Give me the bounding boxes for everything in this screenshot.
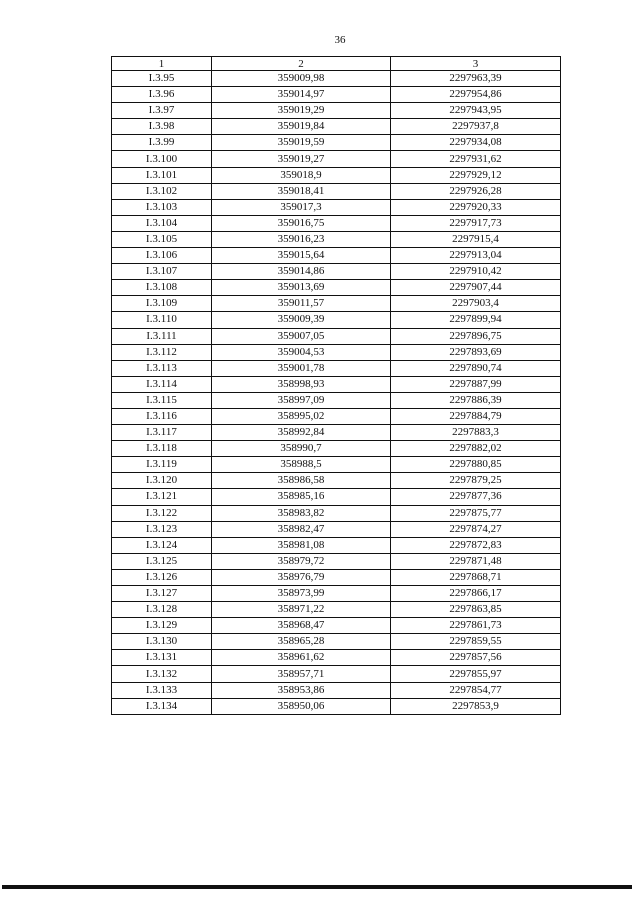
point-id-cell: I.3.122	[112, 505, 212, 521]
table-row	[112, 328, 561, 344]
y-coordinate-cell: 2297934,08	[391, 135, 561, 151]
point-id-cell: I.3.110	[112, 312, 212, 328]
y-coordinate-cell: 2297861,73	[391, 618, 561, 634]
x-coordinate-cell: 358982,47	[212, 521, 391, 537]
x-coordinate-cell: 359019,59	[212, 135, 391, 151]
point-id-cell: I.3.100	[112, 151, 212, 167]
y-coordinate-cell: 2297853,9	[391, 698, 561, 714]
page-number: 36	[334, 34, 346, 46]
point-id-cell: I.3.120	[112, 473, 212, 489]
y-coordinate-cell: 2297896,75	[391, 328, 561, 344]
x-coordinate-cell: 359004,53	[212, 344, 391, 360]
table-row	[112, 183, 561, 199]
table-row	[112, 505, 561, 521]
x-coordinate-cell: 358992,84	[212, 425, 391, 441]
y-coordinate-cell: 2297931,62	[391, 151, 561, 167]
table-row	[112, 553, 561, 569]
point-id-cell: I.3.113	[112, 360, 212, 376]
y-coordinate-cell: 2297874,27	[391, 521, 561, 537]
point-id-cell: I.3.124	[112, 537, 212, 553]
point-id-cell: I.3.99	[112, 135, 212, 151]
x-coordinate-cell: 359013,69	[212, 280, 391, 296]
table-row	[112, 618, 561, 634]
y-coordinate-cell: 2297879,25	[391, 473, 561, 489]
x-coordinate-cell: 359015,64	[212, 248, 391, 264]
table-row	[112, 280, 561, 296]
table-row	[112, 312, 561, 328]
table-row	[112, 296, 561, 312]
point-id-cell: I.3.111	[112, 328, 212, 344]
table-row	[112, 87, 561, 103]
table-row	[112, 376, 561, 392]
x-coordinate-cell: 359019,84	[212, 119, 391, 135]
point-id-cell: I.3.106	[112, 248, 212, 264]
y-coordinate-cell: 2297882,02	[391, 441, 561, 457]
y-coordinate-cell: 2297915,4	[391, 231, 561, 247]
x-coordinate-cell: 359009,98	[212, 71, 391, 87]
x-coordinate-cell: 359018,41	[212, 183, 391, 199]
x-coordinate-cell: 359017,3	[212, 199, 391, 215]
table-row	[112, 569, 561, 585]
x-coordinate-cell: 359014,86	[212, 264, 391, 280]
y-coordinate-cell: 2297920,33	[391, 199, 561, 215]
header-row	[112, 57, 561, 71]
y-coordinate-cell: 2297899,94	[391, 312, 561, 328]
point-id-cell: I.3.104	[112, 215, 212, 231]
x-coordinate-cell: 358985,16	[212, 489, 391, 505]
table-row	[112, 215, 561, 231]
x-coordinate-cell: 358965,28	[212, 634, 391, 650]
y-coordinate-cell: 2297887,99	[391, 376, 561, 392]
point-id-cell: I.3.134	[112, 698, 212, 714]
table-row	[112, 135, 561, 151]
table-row	[112, 650, 561, 666]
x-coordinate-cell: 358990,7	[212, 441, 391, 457]
x-coordinate-cell: 358973,99	[212, 586, 391, 602]
x-coordinate-cell: 358998,93	[212, 376, 391, 392]
point-id-cell: I.3.101	[112, 167, 212, 183]
point-id-cell: I.3.98	[112, 119, 212, 135]
table-row	[112, 441, 561, 457]
point-id-cell: I.3.127	[112, 586, 212, 602]
point-id-cell: I.3.107	[112, 264, 212, 280]
x-coordinate-cell: 359007,05	[212, 328, 391, 344]
x-coordinate-cell: 358950,06	[212, 698, 391, 714]
y-coordinate-cell: 2297886,39	[391, 392, 561, 408]
x-coordinate-cell: 359019,29	[212, 103, 391, 119]
point-id-cell: I.3.129	[112, 618, 212, 634]
y-coordinate-cell: 2297929,12	[391, 167, 561, 183]
y-coordinate-cell: 2297877,36	[391, 489, 561, 505]
x-coordinate-cell: 358983,82	[212, 505, 391, 521]
table-row	[112, 666, 561, 682]
point-id-cell: I.3.117	[112, 425, 212, 441]
x-coordinate-cell: 358957,71	[212, 666, 391, 682]
point-id-cell: I.3.133	[112, 682, 212, 698]
x-coordinate-cell: 358986,58	[212, 473, 391, 489]
point-id-cell: I.3.112	[112, 344, 212, 360]
point-id-cell: I.3.105	[112, 231, 212, 247]
table-header	[112, 57, 561, 71]
table-row	[112, 634, 561, 650]
x-coordinate-cell: 358968,47	[212, 618, 391, 634]
point-id-cell: I.3.118	[112, 441, 212, 457]
y-coordinate-cell: 2297868,71	[391, 569, 561, 585]
y-coordinate-cell: 2297875,77	[391, 505, 561, 521]
table-body	[112, 71, 561, 715]
x-coordinate-cell: 359014,97	[212, 87, 391, 103]
x-coordinate-cell: 358979,72	[212, 553, 391, 569]
table-row	[112, 151, 561, 167]
x-coordinate-cell: 358961,62	[212, 650, 391, 666]
y-coordinate-cell: 2297884,79	[391, 408, 561, 424]
point-id-cell: I.3.123	[112, 521, 212, 537]
y-coordinate-cell: 2297913,04	[391, 248, 561, 264]
table-row	[112, 248, 561, 264]
table-row	[112, 199, 561, 215]
x-coordinate-cell: 359018,9	[212, 167, 391, 183]
point-id-cell: I.3.116	[112, 408, 212, 424]
point-id-cell: I.3.131	[112, 650, 212, 666]
y-coordinate-cell: 2297917,73	[391, 215, 561, 231]
y-coordinate-cell: 2297910,42	[391, 264, 561, 280]
point-id-cell: I.3.103	[112, 199, 212, 215]
point-id-cell: I.3.96	[112, 87, 212, 103]
table-row	[112, 167, 561, 183]
coordinates-table	[111, 56, 561, 715]
point-id-cell: I.3.121	[112, 489, 212, 505]
x-coordinate-cell: 359016,23	[212, 231, 391, 247]
table-row	[112, 119, 561, 135]
table-row	[112, 489, 561, 505]
y-coordinate-cell: 2297880,85	[391, 457, 561, 473]
table-row	[112, 521, 561, 537]
x-coordinate-cell: 359019,27	[212, 151, 391, 167]
point-id-cell: I.3.108	[112, 280, 212, 296]
point-id-cell: I.3.115	[112, 392, 212, 408]
table-row	[112, 682, 561, 698]
x-coordinate-cell: 358997,09	[212, 392, 391, 408]
y-coordinate-cell: 2297883,3	[391, 425, 561, 441]
table-row	[112, 586, 561, 602]
table-row	[112, 264, 561, 280]
point-id-cell: I.3.102	[112, 183, 212, 199]
point-id-cell: I.3.126	[112, 569, 212, 585]
y-coordinate-cell: 2297937,8	[391, 119, 561, 135]
x-coordinate-cell: 359011,57	[212, 296, 391, 312]
point-id-cell: I.3.95	[112, 71, 212, 87]
y-coordinate-cell: 2297903,4	[391, 296, 561, 312]
point-id-cell: I.3.130	[112, 634, 212, 650]
y-coordinate-cell: 2297926,28	[391, 183, 561, 199]
x-coordinate-cell: 359001,78	[212, 360, 391, 376]
y-coordinate-cell: 2297863,85	[391, 602, 561, 618]
table-row	[112, 457, 561, 473]
y-coordinate-cell: 2297855,97	[391, 666, 561, 682]
y-coordinate-cell: 2297871,48	[391, 553, 561, 569]
y-coordinate-cell: 2297907,44	[391, 280, 561, 296]
table-row	[112, 537, 561, 553]
x-coordinate-cell: 358976,79	[212, 569, 391, 585]
table-row	[112, 231, 561, 247]
table-row	[112, 71, 561, 87]
point-id-cell: I.3.119	[112, 457, 212, 473]
point-id-cell: I.3.109	[112, 296, 212, 312]
y-coordinate-cell: 2297859,55	[391, 634, 561, 650]
y-coordinate-cell: 2297854,77	[391, 682, 561, 698]
point-id-cell: I.3.97	[112, 103, 212, 119]
bottom-rule	[2, 885, 632, 889]
x-coordinate-cell: 358988,5	[212, 457, 391, 473]
point-id-cell: I.3.114	[112, 376, 212, 392]
table-row	[112, 408, 561, 424]
point-id-cell: I.3.125	[112, 553, 212, 569]
column-header-2: 2	[212, 57, 391, 71]
table-row	[112, 103, 561, 119]
y-coordinate-cell: 2297890,74	[391, 360, 561, 376]
table-row	[112, 360, 561, 376]
y-coordinate-cell: 2297857,56	[391, 650, 561, 666]
table-row	[112, 602, 561, 618]
x-coordinate-cell: 358981,08	[212, 537, 391, 553]
table-row	[112, 425, 561, 441]
y-coordinate-cell: 2297963,39	[391, 71, 561, 87]
x-coordinate-cell: 358995,02	[212, 408, 391, 424]
column-header-3: 3	[391, 57, 561, 71]
x-coordinate-cell: 358971,22	[212, 602, 391, 618]
y-coordinate-cell: 2297872,83	[391, 537, 561, 553]
x-coordinate-cell: 358953,86	[212, 682, 391, 698]
x-coordinate-cell: 359009,39	[212, 312, 391, 328]
table-row	[112, 392, 561, 408]
y-coordinate-cell: 2297866,17	[391, 586, 561, 602]
y-coordinate-cell: 2297893,69	[391, 344, 561, 360]
point-id-cell: I.3.128	[112, 602, 212, 618]
point-id-cell: I.3.132	[112, 666, 212, 682]
y-coordinate-cell: 2297943,95	[391, 103, 561, 119]
column-header-1: 1	[112, 57, 212, 71]
table-row	[112, 698, 561, 714]
table-row	[112, 473, 561, 489]
y-coordinate-cell: 2297954,86	[391, 87, 561, 103]
table-row	[112, 344, 561, 360]
x-coordinate-cell: 359016,75	[212, 215, 391, 231]
